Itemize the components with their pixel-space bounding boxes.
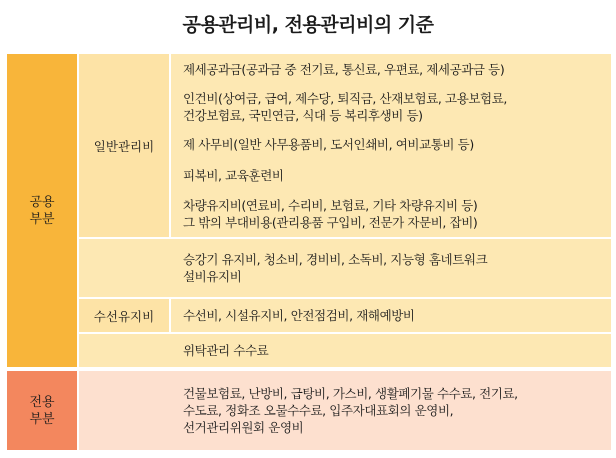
- category-private: [7, 371, 77, 450]
- consignment-row: [79, 334, 611, 367]
- private-line: 선거관리위원회 운영비: [183, 420, 304, 435]
- repair-row: [171, 299, 611, 332]
- general-item-tax: [171, 54, 611, 85]
- general-item-uniform: [171, 161, 611, 190]
- common-other-row: [79, 239, 611, 297]
- general-item-line: 차량유지비(연료비, 수리비, 보험료, 기타 차량유지비 등): [183, 197, 478, 213]
- general-item-labor: [171, 85, 611, 128]
- private-line: 수도료, 정화조 오물수수료, 입주자대표회의 운영비,: [183, 403, 454, 418]
- category-common-line-2: 부분: [29, 211, 55, 227]
- category-common-line-1: 공용: [29, 194, 55, 210]
- repair-line: 수선비, 시설유지비, 안전점검비, 재해예방비: [183, 308, 415, 323]
- cost-table: [7, 54, 611, 450]
- general-item-line: 인건비(상여금, 급여, 제수당, 퇴직금, 산재보험료, 고용보험료,: [183, 90, 507, 106]
- page-title: 공용관리비, 전용관리비의 기준: [182, 14, 434, 36]
- general-item-line: 건강보험료, 국민연금, 식대 등 복리후생비 등): [183, 107, 423, 123]
- category-common: [7, 54, 77, 367]
- private-items-row: [79, 371, 611, 450]
- common-other-line: 승강기 유지비, 청소비, 경비비, 소독비, 지능형 홈네트워크: [183, 252, 488, 267]
- general-item-line: 피복비, 교육훈련비: [183, 168, 284, 183]
- category-private-line-1: 전용: [29, 394, 55, 410]
- category-private-line-2: 부분: [29, 411, 55, 427]
- common-other-line: 설비유지비: [183, 269, 242, 284]
- general-item-vehicle: [171, 190, 611, 237]
- subcategory-repair: 수선유지비: [79, 299, 169, 332]
- general-item-line: 제세공과금(공과금 중 전기료, 통신료, 우편료, 제세공과금 등): [183, 62, 505, 77]
- general-item-office: [171, 128, 611, 161]
- general-item-line: 그 밖의 부대비용(관리용품 구입비, 전문가 자문비, 잡비): [183, 214, 478, 230]
- private-line: 건물보험료, 난방비, 급탕비, 가스비, 생활폐기물 수수료, 전기료,: [183, 386, 518, 401]
- consignment-line: 위탁관리 수수료: [183, 343, 269, 358]
- general-item-line: 제 사무비(일반 사무용품비, 도서인쇄비, 여비교통비 등): [183, 137, 474, 152]
- subcategory-general: 일반관리비: [79, 54, 169, 237]
